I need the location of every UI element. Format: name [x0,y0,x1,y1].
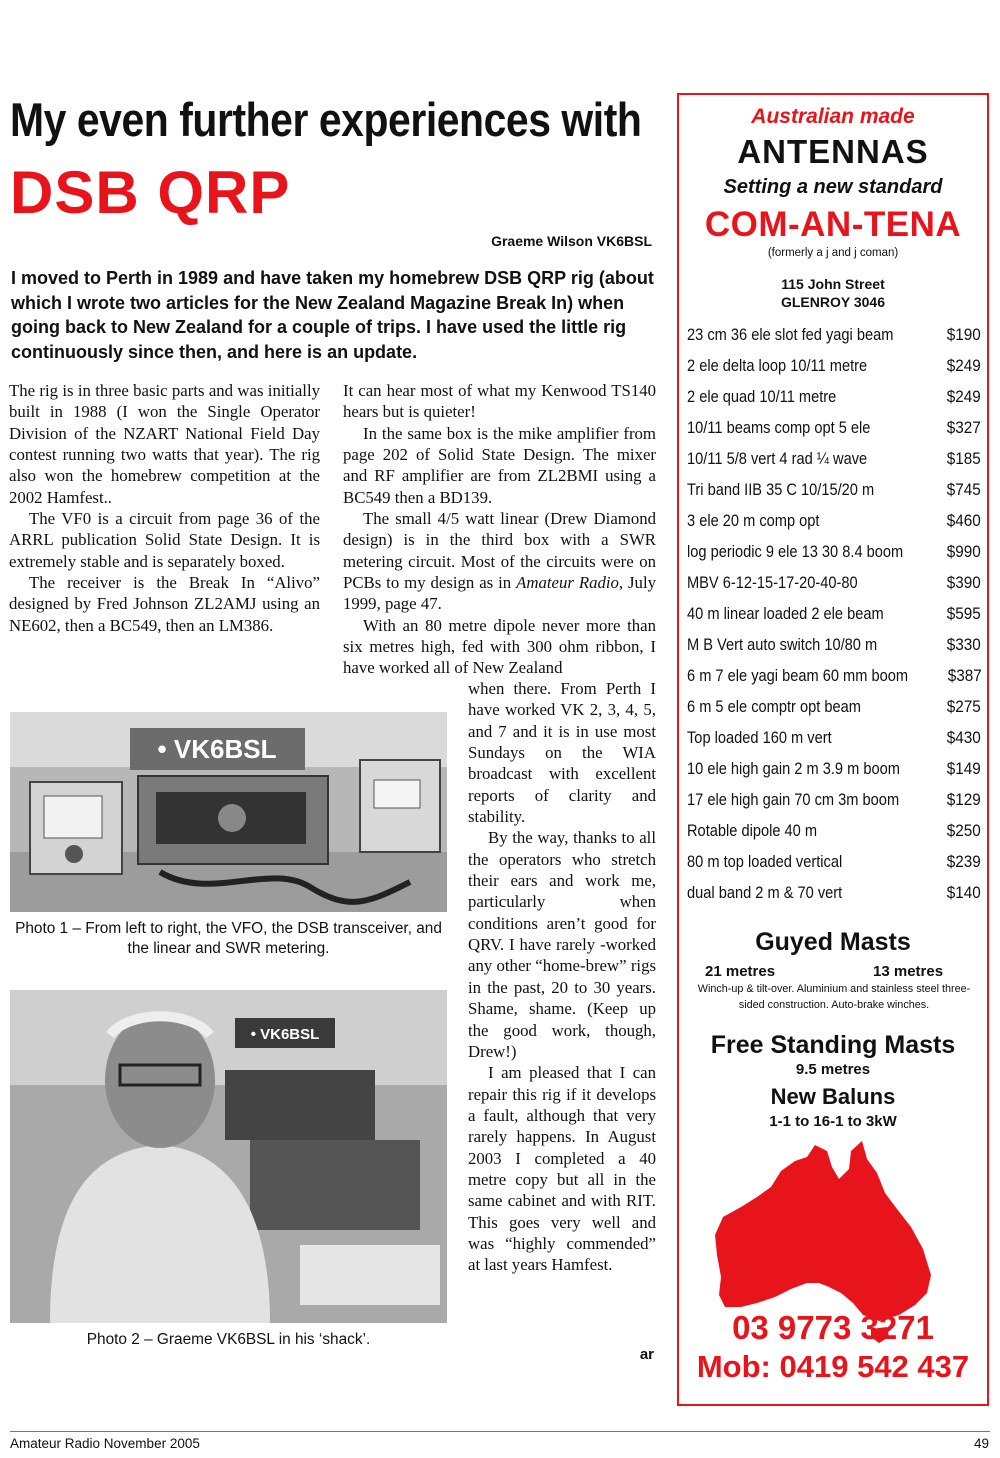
paragraph: In the same box is the mike amplifier from page 202 of Solid State Design. The mixer and RF amplifier are from ZL2BMI using a BC549 then a BD139. [343,423,656,507]
product-name: 10 ele high gain 2 m 3.9 m boom [687,758,900,778]
byline: Graeme Wilson VK6BSL [491,233,652,249]
article-title-line1: My even further experiences with [10,93,642,146]
product-row [687,505,981,536]
product-name: 23 cm 36 ele slot fed yagi beam [687,324,894,344]
product-name: 2 ele quad 10/11 metre [687,386,837,406]
product-name: Rotable dipole 40 m [687,820,818,840]
paragraph: With an 80 metre dipole never more than six metres high, fed with 300 ohm ribbon, I have worked all of New Zealand [343,615,656,678]
paragraph-text: The small 4/5 watt linear (Drew Diamond design) is in the third box with a SWR metering circuit. Most of the circuits were on PCBs to my design as in [343,509,656,593]
product-row [687,474,981,505]
product-row [687,350,981,381]
photo-2 [10,990,447,1323]
footer-rule [10,1431,990,1432]
product-price: $275 [946,696,981,716]
product-name: 80 m top loaded vertical [687,851,843,871]
intro-text: I moved to Perth in 1989 and have taken my homebrew DSB QRP rig (about which I wrote two articles for the New Zealand Magazine Break In) when going back to New Zealand for a couple of trips. I have used the little rig continuously since then, and here is an update. [11,268,654,362]
intro-paragraph [11,266,656,364]
body-column-2 [343,380,656,679]
product-row [687,877,981,908]
ad-brand: COM-AN-TENA [704,205,962,244]
guyed-mast-size: 13 metres [873,963,944,980]
product-price: $249 [946,386,981,406]
ad-tagline: Australian made [751,105,915,128]
product-price: $149 [946,758,981,778]
product-row [687,443,981,474]
product-row [687,722,981,753]
product-row [687,784,981,815]
ad-phone-number: 03 9773 3271 [732,1309,934,1346]
callsign-sign: • VK6BSL [250,1026,320,1043]
product-row [687,691,981,722]
magazine-name: Amateur Radio [516,573,619,593]
body-column-3 [468,678,656,1276]
footer-publication: Amateur Radio November 2005 [10,1436,200,1451]
product-name: 17 ele high gain 70 cm 3m boom [687,789,900,809]
ad-subhead: Setting a new standard [723,176,943,198]
guyed-masts-title: Guyed Masts [755,928,911,956]
photo-1 [10,712,447,912]
product-name: 40 m linear loaded 2 ele beam [687,603,884,623]
product-row [687,567,981,598]
baluns-title: New Baluns [770,1084,896,1109]
product-price: $430 [946,727,981,747]
guyed-masts-description: Winch-up & tilt-over. Aluminium and stainless steel three-sided construction. Auto-brake winches. [697,983,971,1011]
product-list [687,319,981,908]
callsign-sign: • VK6BSL [157,734,277,764]
page-number: 49 [973,1436,989,1451]
product-price: $239 [946,851,981,871]
product-row [687,319,981,350]
paragraph: The VF0 is a circuit from page 36 of the ARRL publication Solid State Design. It is extremely stable and is separately boxed. [9,509,320,571]
product-row [687,381,981,412]
product-price: $745 [946,479,981,499]
paragraph: The rig is in three basic parts and was initially built in 1988 (I won the Single Operator Division of the NZART National Field Day contest running two watts that year). The rig also won the homebrew competition at the 2002 Hamfest.. [9,381,320,507]
ad-formerly: (formerly a j and j coman) [767,247,899,259]
product-price: $387 [947,665,982,685]
body-column-1 [9,380,320,636]
product-row [687,815,981,846]
product-name: dual band 2 m & 70 vert [687,882,843,902]
product-price: $460 [946,510,981,530]
photo-1-caption: Photo 1 – From left to right, the VFO, the DSB transceiver, and the linear and SWR metering. [15,920,442,957]
photo-2-image [10,990,447,1323]
product-row [687,598,981,629]
paragraph: By the way, thanks to all the operators who stretch their ears and work me, particularly when conditions aren’t good for QRV. I have rarely -worked any other “home-brew” rigs in the past, 20 to 30 years. Shame, shame. (Keep up the good work, though, Drew!) [468,828,656,1061]
baluns-spec: 1-1 to 16-1 to 3kW [769,1113,897,1130]
ad-city: GLENROY 3046 [780,294,885,310]
free-standing-masts-title: Free Standing Masts [710,1031,956,1059]
product-name: 10/11 beams comp opt 5 ele [687,417,871,437]
product-name: Tri band IIB 35 C 10/15/20 m [687,479,875,499]
product-row [687,629,981,660]
paragraph [343,508,656,615]
product-name: M B Vert auto switch 10/80 m [687,634,878,654]
product-price: $129 [946,789,981,809]
product-name: 3 ele 20 m comp opt [687,510,820,530]
paragraph-text: , July 1999, page 47. [343,573,656,614]
ad-street: 115 John Street [781,276,885,292]
product-row [687,846,981,877]
free-standing-masts-size: 9.5 metres [795,1061,871,1078]
product-price: $330 [946,634,981,654]
end-mark: ar [639,1346,654,1363]
product-row [687,660,981,691]
guyed-mast-size: 21 metres [705,963,776,980]
product-price: $595 [946,603,981,623]
product-price: $249 [946,355,981,375]
product-row [687,753,981,784]
article-title-line2: DSB QRP [10,159,291,226]
product-price: $185 [946,448,981,468]
photo-2-caption: Photo 2 – Graeme VK6BSL in his ‘shack’. [86,1331,371,1348]
paragraph: It can hear most of what my Kenwood TS140 hears but is quieter! [343,381,656,422]
product-name: Top loaded 160 m vert [687,727,832,747]
paragraph: when there. From Perth I have worked VK 2, 3, 4, 5, and 7 and it is in use most Sundays on the WIA broadcast with excellent reports of clarity and stability. [468,679,656,827]
ad-mobile-number: Mob: 0419 542 437 [696,1349,970,1384]
product-row [687,412,981,443]
product-name: 6 m 5 ele comptr opt beam [687,696,861,716]
photo-1-image [10,712,447,912]
paragraph: I am pleased that I can repair this rig if it develops a fault, although that very rarely happens. In August 2003 I completed a 40 metre copy but all in the same cabinet and with RIT. This goes very well and was “highly commended” at last years Hamfest. [468,1063,656,1275]
paragraph: The receiver is the Break In “Alivo” designed by Fred Johnson ZL2AMJ using an NE602, then a BC549, then an LM386. [9,573,320,635]
product-price: $990 [946,541,981,561]
product-price: $190 [946,324,981,344]
product-name: MBV 6-12-15-17-20-40-80 [687,572,858,592]
product-price: $390 [946,572,981,592]
product-name: 10/11 5/8 vert 4 rad ¼ wave [687,448,868,468]
product-name: 2 ele delta loop 10/11 metre [687,355,868,375]
product-row [687,536,981,567]
ad-headline: ANTENNAS [737,133,929,170]
product-name: 6 m 7 ele yagi beam 60 mm boom [687,665,909,685]
product-price: $250 [946,820,981,840]
advertisement [677,93,989,1406]
product-name: log periodic 9 ele 13 30 8.4 boom [687,541,904,561]
product-price: $140 [946,882,981,902]
product-price: $327 [946,417,981,437]
